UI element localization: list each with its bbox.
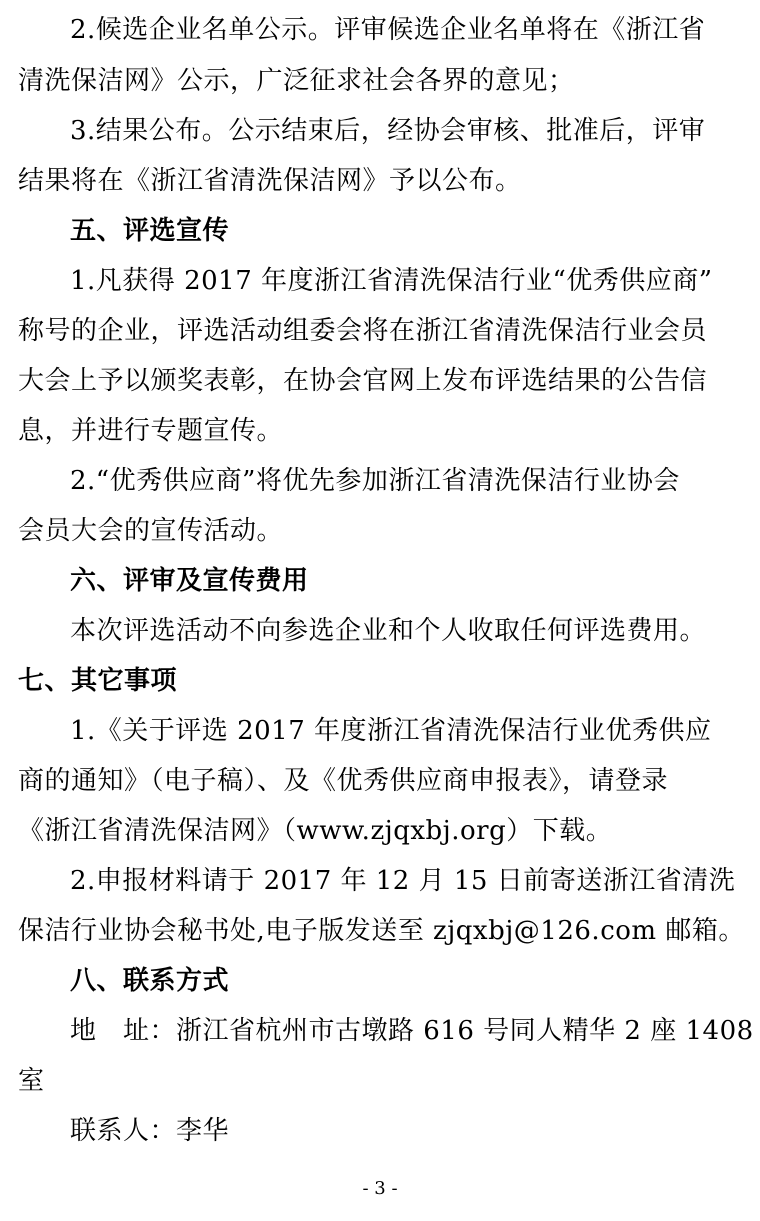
paragraph-line: 3.结果公布。公示结束后，经协会审核、批准后，评审 [70, 116, 706, 146]
paragraph-line: 会员大会的宣传活动。 [18, 516, 284, 546]
section-heading-5: 五、评选宣传 [70, 216, 230, 246]
paragraph-line: 室 [18, 1066, 45, 1096]
paragraph-line: 2.“优秀供应商”将优先参加浙江省清洗保洁行业协会 [70, 466, 680, 496]
paragraph-line: 商的通知》（电子稿）、及《优秀供应商申报表》，请登录 [18, 766, 669, 796]
paragraph-line: 2.申报材料请于 2017 年 12 月 15 日前寄送浙江省清洗 [70, 866, 736, 896]
paragraph-line: 联系人：李华 [70, 1116, 230, 1146]
paragraph-line: 《浙江省清洗保洁网》（www.zjqxbj.org）下载。 [18, 816, 613, 846]
paragraph-line: 地 址：浙江省杭州市古墩路 616 号同人精华 2 座 1408 [70, 1016, 754, 1046]
paragraph-line: 息，并进行专题宣传。 [18, 416, 284, 446]
paragraph-line: 大会上予以颁奖表彰，在协会官网上发布评选结果的公告信 [18, 366, 708, 396]
section-heading-8: 八、联系方式 [70, 966, 230, 996]
paragraph-line: 称号的企业，评选活动组委会将在浙江省清洗保洁行业会员 [18, 316, 708, 346]
paragraph-line: 结果将在《浙江省清洗保洁网》予以公布。 [18, 166, 522, 196]
page-number: - 3 - [362, 1178, 398, 1199]
paragraph-line: 本次评选活动不向参选企业和个人收取任何评选费用。 [70, 616, 707, 646]
paragraph-line: 1.《关于评选 2017 年度浙江省清洗保洁行业优秀供应 [70, 716, 712, 746]
paragraph-line: 1.凡获得 2017 年度浙江省清洗保洁行业“优秀供应商” [70, 266, 713, 296]
section-heading-7: 七、其它事项 [18, 666, 178, 696]
paragraph-line: 保洁行业协会秘书处,电子版发送至 zjqxbj@126.com 邮箱。 [18, 916, 745, 946]
paragraph-line: 清洗保洁网》公示，广泛征求社会各界的意见； [18, 66, 575, 96]
paragraph-line: 2.候选企业名单公示。评审候选企业名单将在《浙江省 [70, 15, 706, 45]
section-heading-6: 六、评审及宣传费用 [70, 566, 309, 596]
